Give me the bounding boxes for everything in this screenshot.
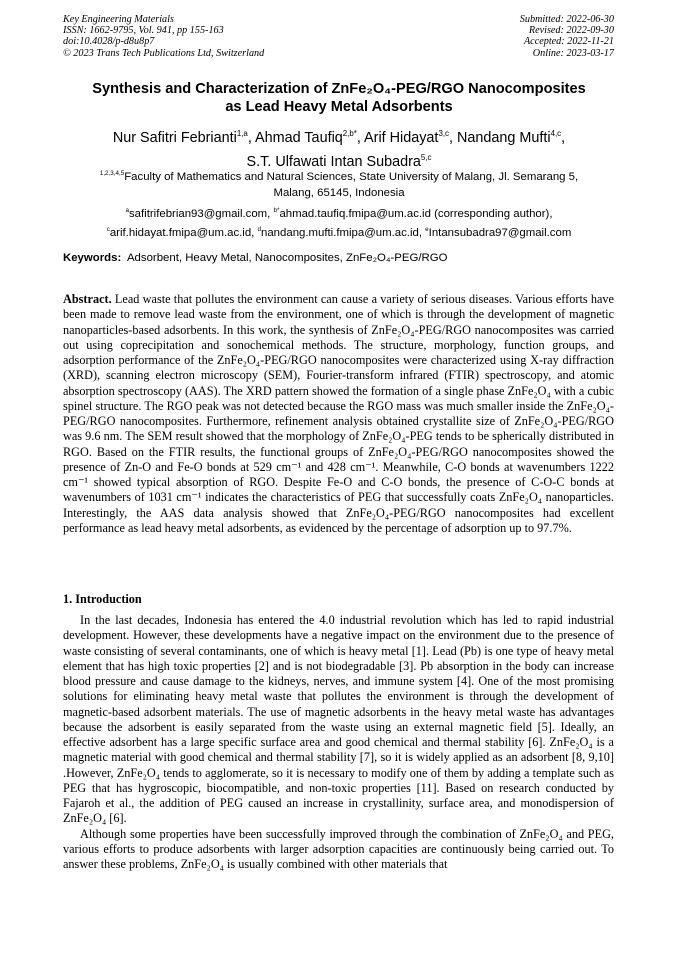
- copyright-line: © 2023 Trans Tech Publications Ltd, Switzerland: [63, 47, 265, 59]
- author-name: Arif Hidayat: [364, 129, 439, 146]
- author-sup: 4,c: [550, 129, 562, 138]
- author-list: Nur Safitri Febrianti$^{1,a}$, Ahmad Taufiq$^{2,b*}$, Arif Hidayat$^{3,c}$, Nandang Mufti$^{4,c}$, S.T. Ulfawati Intan Subadra$^{5,c}$: [112, 129, 566, 170]
- affiliation-text: Faculty of Mathematics and Natural Sciences, State University of Malang, Jl. Semarang 5,: [124, 170, 579, 183]
- section-heading: 1. Introduction: [63, 592, 142, 606]
- email-sup: d: [257, 226, 262, 234]
- author-sup: 3,c: [438, 129, 449, 138]
- title-line: as Lead Heavy Metal Adsorbents: [225, 99, 453, 115]
- keywords-label: Keywords:: [63, 252, 122, 264]
- accepted-date: Accepted: 2022-11-21: [523, 36, 614, 48]
- email-link[interactable]: safitrifebrian93@gmail.com,: [128, 207, 274, 220]
- affiliation-sup: 1,2,3,4,5: [99, 170, 125, 177]
- email-link[interactable]: Intansubadra97@gmail.com: [428, 227, 572, 240]
- paper-title: [40, 80, 638, 116]
- author: [113, 130, 248, 146]
- title-line: Synthesis and Characterization of ZnFe₂O₄-PEG/RGO Nanocomposites: [92, 81, 586, 97]
- author: [364, 130, 449, 146]
- paragraph: Although some properties have been successfully improved through the combination of ZnFe₂O₄ and PEG, various efforts to produce adsorbents with larger adsorption capacities are continuously being carried out. To answer these problems, ZnFe₂O₄ is usually combined with other materials that: [63, 826, 614, 871]
- email-sup: c: [106, 226, 110, 234]
- affiliation: [40, 166, 638, 201]
- email-list: [40, 203, 638, 242]
- doi-line[interactable]: doi:10.4028/p-d8u8p7: [63, 36, 155, 48]
- submission-dates: [520, 14, 614, 59]
- email-link[interactable]: nandang.mufti.fmipa@um.ac.id,: [261, 227, 426, 240]
- author: [255, 130, 357, 146]
- author: [457, 130, 561, 146]
- author-sup: 5,c: [420, 152, 432, 162]
- abstract-text: Lead waste that pollutes the environment can cause a variety of serious diseases. Various efforts have been made to remove lead waste from the environment, one of which is through the development of magnetic nanoparticles-based adsorbents. In this work, the synthesis of ZnFe₂O₄-PEG/RGO nanocomposites was carried out using coprecipitation and sonochemical methods. The structure, morphology, function groups, and adsorption performance of the ZnFe₂O₄-PEG/RGO nanocomposites were characterized using X-ray diffraction (XRD), scanning electron microscopy (SEM), Fourier-transform infrared (FTIR) spectroscopy, and atomic absorption spectroscopy (AAS). The XRD pattern showed the formation of a single phase ZnFe₂O₄ with a cubic spinel structure. The RGO peak was not detected because the RGO mass was much smaller inside the ZnFe₂O₄-PEG/RGO nanocomposites. Furthermore, refinement analysis obtained crystallite size of ZnFe₂O₄-PEG/RGO was 9.6 nm. The SEM result showed that the morphology of ZnFe₂O₄-PEG tends to be spherically distributed in RGO. Based on the FTIR results, the functional groups of ZnFe₂O₄-PEG/RGO nanocomposites showed the presence of Zn-O and Fe-O bonds at 529 cm⁻¹ and 428 cm⁻¹. Meanwhile, C-O bonds at wavenumbers 1222 cm⁻¹ showed typical absorption of RGO. Despite Fe-O and C-O bonds, the presence of C-O-C bonds at wavenumbers of 1031 cm⁻¹ indicates the characteristics of PEG that successfully coats ZnFe₂O₄ nanoparticles. Interestingly, the AAS data analysis showed that ZnFe₂O₄-PEG/RGO nanocomposites had excellent performance as lead heavy metal adsorbents, as evidenced by the percentage of adsorption up to 97.7%.: [63, 292, 614, 535]
- journal-info: [63, 14, 264, 59]
- email-link[interactable]: arif.hidayat.fmipa@um.ac.id,: [109, 227, 258, 240]
- email-sup: a: [125, 207, 129, 214]
- author-name: Ahmad Taufiq: [255, 129, 343, 146]
- revised-date: Revised: 2022-09-30: [528, 25, 614, 37]
- author-sup: 1,a: [236, 129, 248, 138]
- email-sup: b*: [273, 207, 280, 214]
- paragraph: In the last decades, Indonesia has entered the 4.0 industrial revolution which has led to rapid industrial development. However, these developments have a negative impact on the environment due to the presence of waste consisting of several contaminants, one of which is heavy metal [1]. Lead (Pb) is one type of heavy metal element that has high toxic properties [2] and is not biodegradable [3]. Pb absorption in the body can increase blood pressure and cause damage to the kidneys, nerves, and immune system [4]. One of the most promising solutions for eliminating heavy metal waste that pollutes the environment is through the development of magnetic-based adsorbent materials. The use of magnetic adsorbents in the heavy metal waste has advantages because the adsorbent is easily separated from the waste using an external magnetic field [5]. Ideally, an effective adsorbent has a large specific surface area and good chemical and thermal stability [6]. ZnFe₂O₄ is a magnetic material with good chemical and thermal stability [7], so it is widely applied as an adsorbent [8, 9,10] .However, ZnFe₂O₄ tends to agglomerate, so it is necessary to modify one of them by adding a template such as PEG that has hygroscopic, biocompatible, and non-toxic properties [11]. Based on research conducted by Fajaroh et al., the addition of PEG caused an increase in crystallinity, surface area, and monodispersion of ZnFe₂O₄ [6].: [63, 613, 614, 826]
- author-name: Nur Safitri Febrianti: [112, 129, 237, 146]
- abstract-label: Abstract.: [63, 292, 112, 306]
- journal-name: Key Engineering Materials: [63, 14, 174, 25]
- issn-line: ISSN: 1662-9795, Vol. 941, pp 155-163: [63, 25, 224, 37]
- author-name: Nandang Mufti: [456, 129, 551, 146]
- keywords: [63, 252, 447, 264]
- affiliation-text: Malang, 65145, Indonesia: [273, 186, 405, 199]
- author-sup: 2,b*: [342, 129, 357, 138]
- introduction-body: [63, 613, 614, 872]
- email-sup: e: [425, 226, 429, 234]
- submitted-date: Submitted: 2022-06-30: [519, 14, 614, 25]
- online-date: Online: 2023-03-17: [532, 47, 614, 59]
- keywords-text: Adsorbent, Heavy Metal, Nanocomposites, ZnFe₂O₄-PEG/RGO: [126, 252, 448, 264]
- abstract: [63, 292, 614, 536]
- email-link[interactable]: ahmad.taufiq.fmipa@um.ac.id (corresponding author),: [279, 207, 553, 220]
- author-name: S.T. Ulfawati Intan Subadra: [246, 153, 421, 170]
